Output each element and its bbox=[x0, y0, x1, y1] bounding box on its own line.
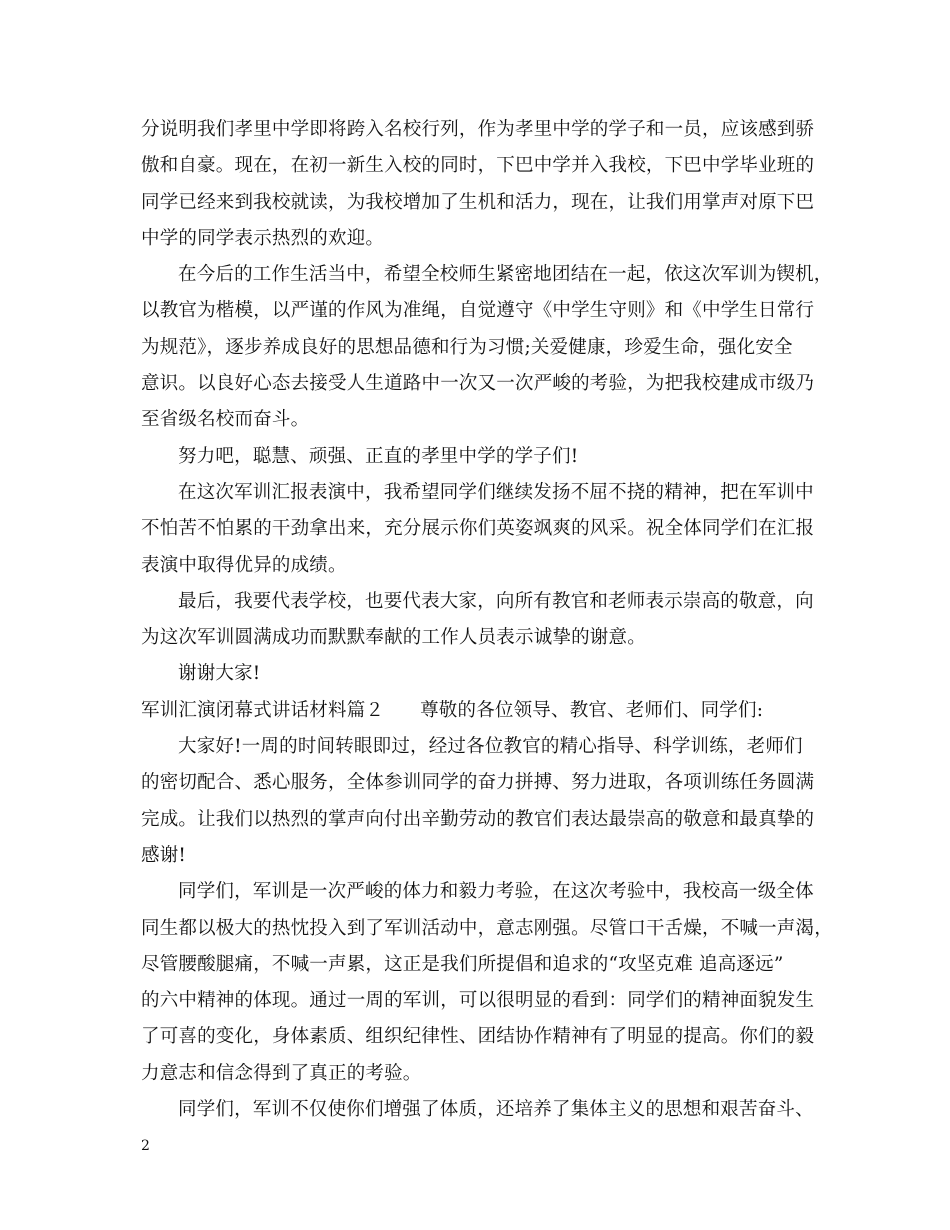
text-line: 大家好!一周的时间转眼即过，经过各位教官的精心指导、科学训练，老师们 bbox=[178, 736, 803, 758]
text-line: 在今后的工作生活当中，希望全校师生紧密地团结在一起，依这次军训为锲机， bbox=[178, 264, 833, 286]
text-line: 努力吧，聪慧、顽强、正直的孝里中学的学子们! bbox=[178, 445, 579, 467]
text-line: 完成。让我们以热烈的掌声向付出辛勤劳动的教官们表达最崇高的敬意和最真挚的 bbox=[141, 808, 815, 830]
paragraph bbox=[141, 475, 841, 584]
text-line: 以教官为楷模，以严谨的作风为准绳，自觉遵守《中学生守则》和《中学生日常行 bbox=[141, 300, 815, 322]
text-line: 为规范》，逐步养成良好的思想品德和行为习惯;关爱健康，珍爱生命，强化安全 bbox=[141, 336, 793, 358]
text-line: 同学们，军训是一次严峻的体力和毅力考验，在这次考验中，我校高一级全体 bbox=[178, 881, 814, 903]
text-line: 至省级名校而奋斗。 bbox=[141, 409, 310, 431]
text-line: 力意志和信念得到了真正的考验。 bbox=[141, 1062, 422, 1084]
text-line: 不怕苦不怕累的干劲拿出来，充分展示你们英姿飒爽的风采。祝全体同学们在汇报 bbox=[141, 518, 815, 540]
text-line: 在这次军训汇报表演中，我希望同学们继续发扬不屈不挠的精神，把在军训中 bbox=[178, 481, 814, 503]
salutation: 尊敬的各位领导、教官、老师们、同学们: bbox=[420, 699, 764, 721]
text-line: 同生都以极大的热忱投入到了军训活动中，意志刚强。尽管口干舌燥，不喊一声渴， bbox=[141, 917, 833, 939]
paragraph bbox=[141, 584, 841, 657]
text-line: 同学们，军训不仅使你们增强了体质，还培养了集体主义的思想和艰苦奋斗、 bbox=[178, 1099, 814, 1121]
page-number: 2 bbox=[141, 1138, 150, 1154]
text-line: 的六中精神的体现。通过一周的军训，可以很明显的看到：同学们的精神面貌发生 bbox=[141, 990, 815, 1012]
text-line: 最后，我要代表学校，也要代表大家，向所有教官和老师表示崇高的敬意，向 bbox=[178, 590, 814, 612]
text-line: 意识。以良好心态去接受人生道路中一次又一次严峻的考验，为把我校建成市级乃 bbox=[141, 373, 815, 395]
paragraph bbox=[141, 257, 841, 438]
paragraph bbox=[141, 439, 841, 475]
paragraph bbox=[141, 656, 841, 692]
text-line: 谢谢大家! bbox=[178, 663, 261, 685]
paragraph bbox=[141, 874, 841, 1092]
text-line: 尽管腰酸腿痛，不喊一声累，这正是我们所提倡和追求的“攻坚克难 追高逐远” bbox=[141, 953, 784, 975]
paragraph bbox=[141, 729, 841, 874]
text-line: 傲和自豪。现在，在初一新生入校的同时，下巴中学并入我校，下巴中学毕业班的 bbox=[141, 155, 815, 177]
paragraph-continuation bbox=[141, 112, 841, 257]
text-line: 为这次军训圆满成功而默默奉献的工作人员表示诚挚的谢意。 bbox=[141, 627, 646, 649]
text-line: 分说明我们孝里中学即将跨入名校行列，作为孝里中学的学子和一员，应该感到骄 bbox=[141, 119, 815, 140]
text-line: 的密切配合、悉心服务，全体参训同学的奋力拼搏、努力进取，各项训练任务圆满 bbox=[141, 772, 815, 794]
paragraph bbox=[141, 1092, 841, 1128]
text-line: 同学已经来到我校就读，为我校增加了生机和活力，现在，让我们用掌声对原下巴 bbox=[141, 191, 815, 213]
text-line: 了可喜的变化，身体素质、组织纪律性、团结协作精神有了明显的提高。你们的毅 bbox=[141, 1026, 815, 1048]
text-line: 表演中取得优异的成绩。 bbox=[141, 554, 347, 576]
text-line: 中学的同学表示热烈的欢迎。 bbox=[141, 227, 385, 249]
section-heading bbox=[141, 693, 841, 729]
text-line: 感谢! bbox=[141, 844, 187, 866]
section-title: 军训汇演闭幕式讲话材料篇２ bbox=[141, 699, 385, 721]
document-body bbox=[141, 112, 841, 1128]
